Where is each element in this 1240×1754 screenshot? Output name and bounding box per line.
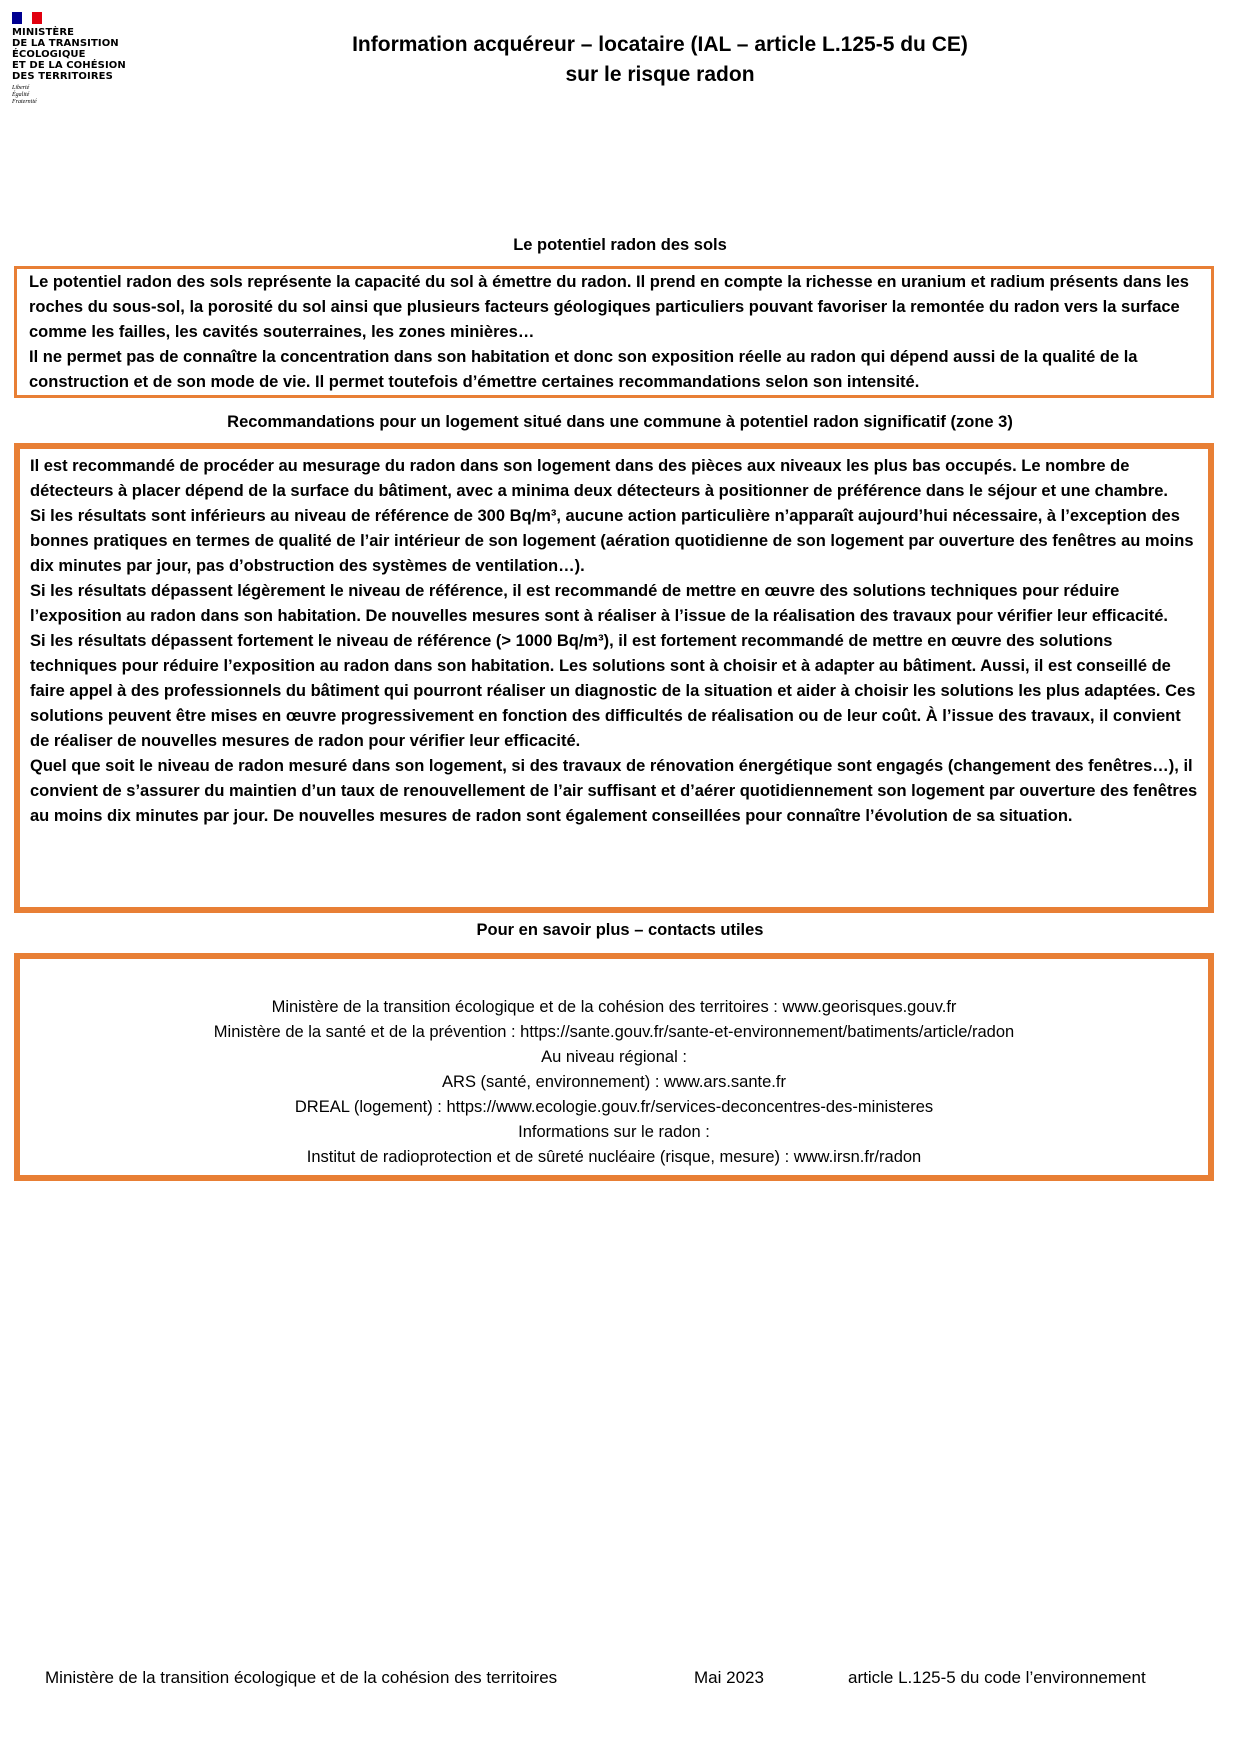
footer-ministry: Ministère de la transition écologique et de la cohésion des territoires: [45, 1668, 558, 1687]
document-title: [160, 30, 1160, 90]
contact-line: ARS (santé, environnement) : www.ars.sante.fr: [442, 1073, 786, 1091]
paragraph: Il est recommandé de procéder au mesurage du radon dans son logement dans des pièces aux niveaux les plus bas occupés. Le nombre de détecteurs à placer dépend de la surface du bâtiment, avec a minima deux détecteurs à positionner de préférence dans le séjour et une chambre.: [30, 457, 1168, 500]
section-title-contacts: Pour en savoir plus – contacts utiles: [476, 921, 764, 939]
contact-line: DREAL (logement) : https://www.ecologie.gouv.fr/services-deconcentres-des-ministeres: [294, 1098, 934, 1116]
title-line-2: sur le risque radon: [565, 63, 755, 86]
title-line-1: Information acquéreur – locataire (IAL – article L.125-5 du CE): [352, 33, 968, 56]
recommandations-box: [14, 443, 1214, 913]
ministry-logo: [12, 12, 142, 106]
paragraph: Si les résultats sont inférieurs au niveau de référence de 300 Bq/m³, aucune action particulière n’apparaît aujourd’hui nécessaire, à l’exception des bonnes pratiques en termes de qualité de l’air intérieur de son logement (aération quotidienne de son logement par ouverture des fenêtres au moins dix minutes par jour, pas d’obstruction des systèmes de ventilation…).: [30, 507, 1194, 575]
paragraph: Le potentiel radon des sols représente la capacité du sol à émettre du radon. Il prend en compte la richesse en uranium et radium présents dans les roches du sous-sol, la porosité du sol ainsi que plusieurs facteurs géologiques particuliers pouvant favoriser la remontée du radon vers la surface comme les failles, les cavités souterraines, les zones minières…: [29, 273, 1189, 341]
contact-line: Au niveau régional :: [541, 1048, 687, 1066]
paragraph: Quel que soit le niveau de radon mesuré dans son logement, si des travaux de rénovation énergétique sont engagés (changement des fenêtres…), il convient de s’assurer du maintien d’un taux de renouvellement de l’air suffisant et d’aérer quotidiennement son logement par ouverture des fenêtres au moins dix minutes par jour. De nouvelles mesures de radon sont également conseillées pour connaître l’évolution de sa situation.: [30, 757, 1198, 825]
contacts-box: [14, 953, 1214, 1181]
footer-date: Mai 2023: [694, 1668, 764, 1687]
logo-motto: Liberté Égalité Fraternité: [12, 85, 37, 105]
contact-line: Ministère de la transition écologique et de la cohésion des territoires : www.georisques.gouv.fr: [271, 998, 957, 1016]
contact-line: Informations sur le radon :: [518, 1123, 710, 1141]
logo-org-name: MINISTÈRE DE LA TRANSITION ÉCOLOGIQUE ET DE LA COHÉSION DES TERRITOIRES: [12, 27, 126, 82]
contact-line: Ministère de la santé et de la prévention : https://sante.gouv.fr/sante-et-environnement/batiments/article/radon: [213, 1023, 1015, 1041]
footer-article: article L.125-5 du code l’environnement: [848, 1668, 1146, 1687]
paragraph: Si les résultats dépassent fortement le niveau de référence (> 1000 Bq/m³), il est fortement recommandé de mettre en œuvre des solutions techniques pour réduire l’exposition au radon dans son habitation. Les solutions sont à choisir et à adapter au bâtiment. Aussi, il est conseillé de faire appel à des professionnels du bâtiment qui pourront réaliser un diagnostic de la situation et aider à choisir les solutions les plus adaptées. Ces solutions peuvent être mises en œuvre progressivement en fonction des difficultés de réalisation ou de leur coût. À l’issue des travaux, il convient de réaliser de nouvelles mesures de radon pour vérifier leur efficacité.: [30, 632, 1196, 750]
french-flag-icon: [12, 12, 42, 24]
section-title-potentiel: Le potentiel radon des sols: [513, 236, 727, 254]
paragraph: Si les résultats dépassent légèrement le niveau de référence, il est recommandé de mettre en œuvre des solutions techniques pour réduire l’exposition au radon dans son habitation. De nouvelles mesures sont à réaliser à l’issue de la réalisation des travaux pour vérifier leur efficacité.: [30, 582, 1168, 625]
contact-line: Institut de radioprotection et de sûreté nucléaire (risque, mesure) : www.irsn.fr/radon: [306, 1148, 922, 1166]
section-title-recommandations: Recommandations pour un logement situé dans une commune à potentiel radon significatif (zone 3): [227, 413, 1013, 431]
paragraph: Il ne permet pas de connaître la concentration dans son habitation et donc son exposition réelle au radon qui dépend aussi de la qualité de la construction et de son mode de vie. Il permet toutefois d’émettre certaines recommandations selon son intensité.: [29, 348, 1138, 391]
potentiel-radon-box: [14, 266, 1214, 398]
